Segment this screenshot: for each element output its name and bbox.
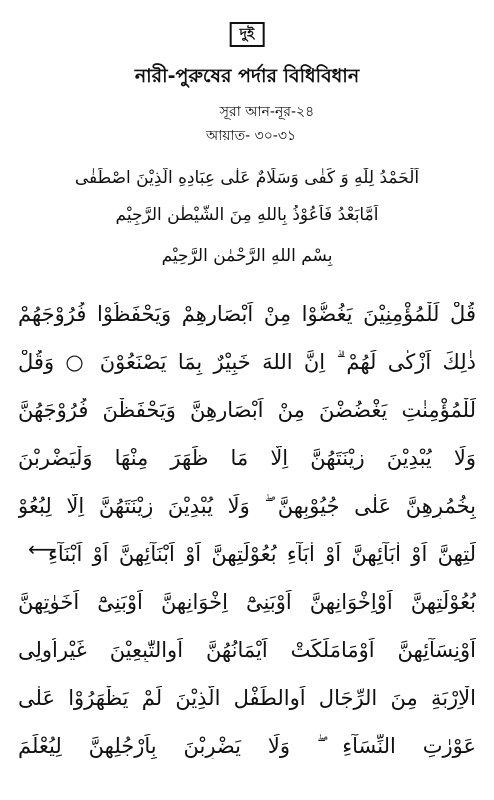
- opening-line-2: اَمَّابَعْدُ فَاَعُوْذُ بِاللهِ مِنَ الشَّيْطٰنِ الرَّجِيْمِ: [115, 205, 379, 225]
- verse-line: عَوْرٰتِ النِّسَآءِ ۖ وَلَا يَضْرِبْنَ بِاَرْجُلِهِنَّ لِيُعْلَمَ: [18, 734, 476, 758]
- verse-line: الْاِرْبَةِ مِنَ الرِّجَالِ اَوِالطِّفْلِ الَّذِيْنَ لَمْ يَظْهَرُوْا عَلٰى: [18, 686, 476, 710]
- opening-line-1: اَلْحَمْدُ لِلّٰهِ وَ كَفٰى وَسَلَامٌ عَلٰى عِبَادِهِ الَّذِيْنَ اصْطَفٰى: [74, 168, 420, 188]
- bismillah-line: بِسْمِ اللهِ الرَّحْمٰنِ الرَّحِيْمِ: [161, 246, 333, 266]
- page-number-box: দুই: [230, 22, 265, 47]
- verse-line: بِخُمُرِهِنَّ عَلٰى جُيُوْبِهِنَّ ۖ وَلَا يُبْدِيْنَ زِيْنَتَهُنَّ اِلَّا لِبُعُوْ: [18, 494, 476, 518]
- verse-line: بُعُوْلَتِهِنَّ اَوْاِخْوَانِهِنَّ اَوْبَنِىْٓ اِخْوَانِهِنَّ اَوْبَنِىْٓ اَخَوٰتِهِنَّ: [18, 590, 476, 614]
- verse-line: قُلْ لِّلْمُؤْمِنِيْنَ يَغُضُّوْا مِنْ اَبْصَارِهِمْ وَيَحْفَظُوْا فُرُوْجَهُمْ: [18, 302, 476, 326]
- verse-line: اَوْنِسَآئِهِنَّ اَوْمَامَلَكَتْ اَيْمَانُهُنَّ اَوِالتّٰبِعِيْنَ غَيْرِاُولِى: [18, 638, 476, 662]
- page-title: নারী-পুরুষের পর্দার বিধিবিধান: [134, 65, 360, 87]
- verse-line: لِّلْمُؤْمِنٰتِ يَغْضُضْنَ مِنْ اَبْصَارِهِنَّ وَيَحْفَظْنَ فُرُوْجَهُنَّ: [18, 398, 476, 422]
- ayat-reference: আয়াত- ৩০-৩১: [205, 128, 297, 144]
- verse-line: لَتِهِنَّ اَوْ اٰبَآئِهِنَّ اَوْ اٰبَآءِ بُعُوْلَتِهِنَّ اَوْ اَبْنَآئِهِنَّ اَوْ اَبْنَآءِ: [48, 542, 476, 566]
- margin-arrow-icon: ⟵: [28, 537, 57, 561]
- verse-line: وَلَا يُبْدِيْنَ زِيْنَتَهُنَّ اِلَّا مَا ظَهَرَ مِنْهَا وَلْيَضْرِبْنَ: [18, 446, 476, 470]
- verse-line: ذٰلِكَ اَزْكٰى لَهُمْ ۗ اِنَّ اللهَ خَبِيْرٌ بِمَا يَصْنَعُوْنَ ○ وَقُلْ: [18, 350, 476, 374]
- surah-reference: সূরা আন-নূর-২৪: [219, 104, 315, 120]
